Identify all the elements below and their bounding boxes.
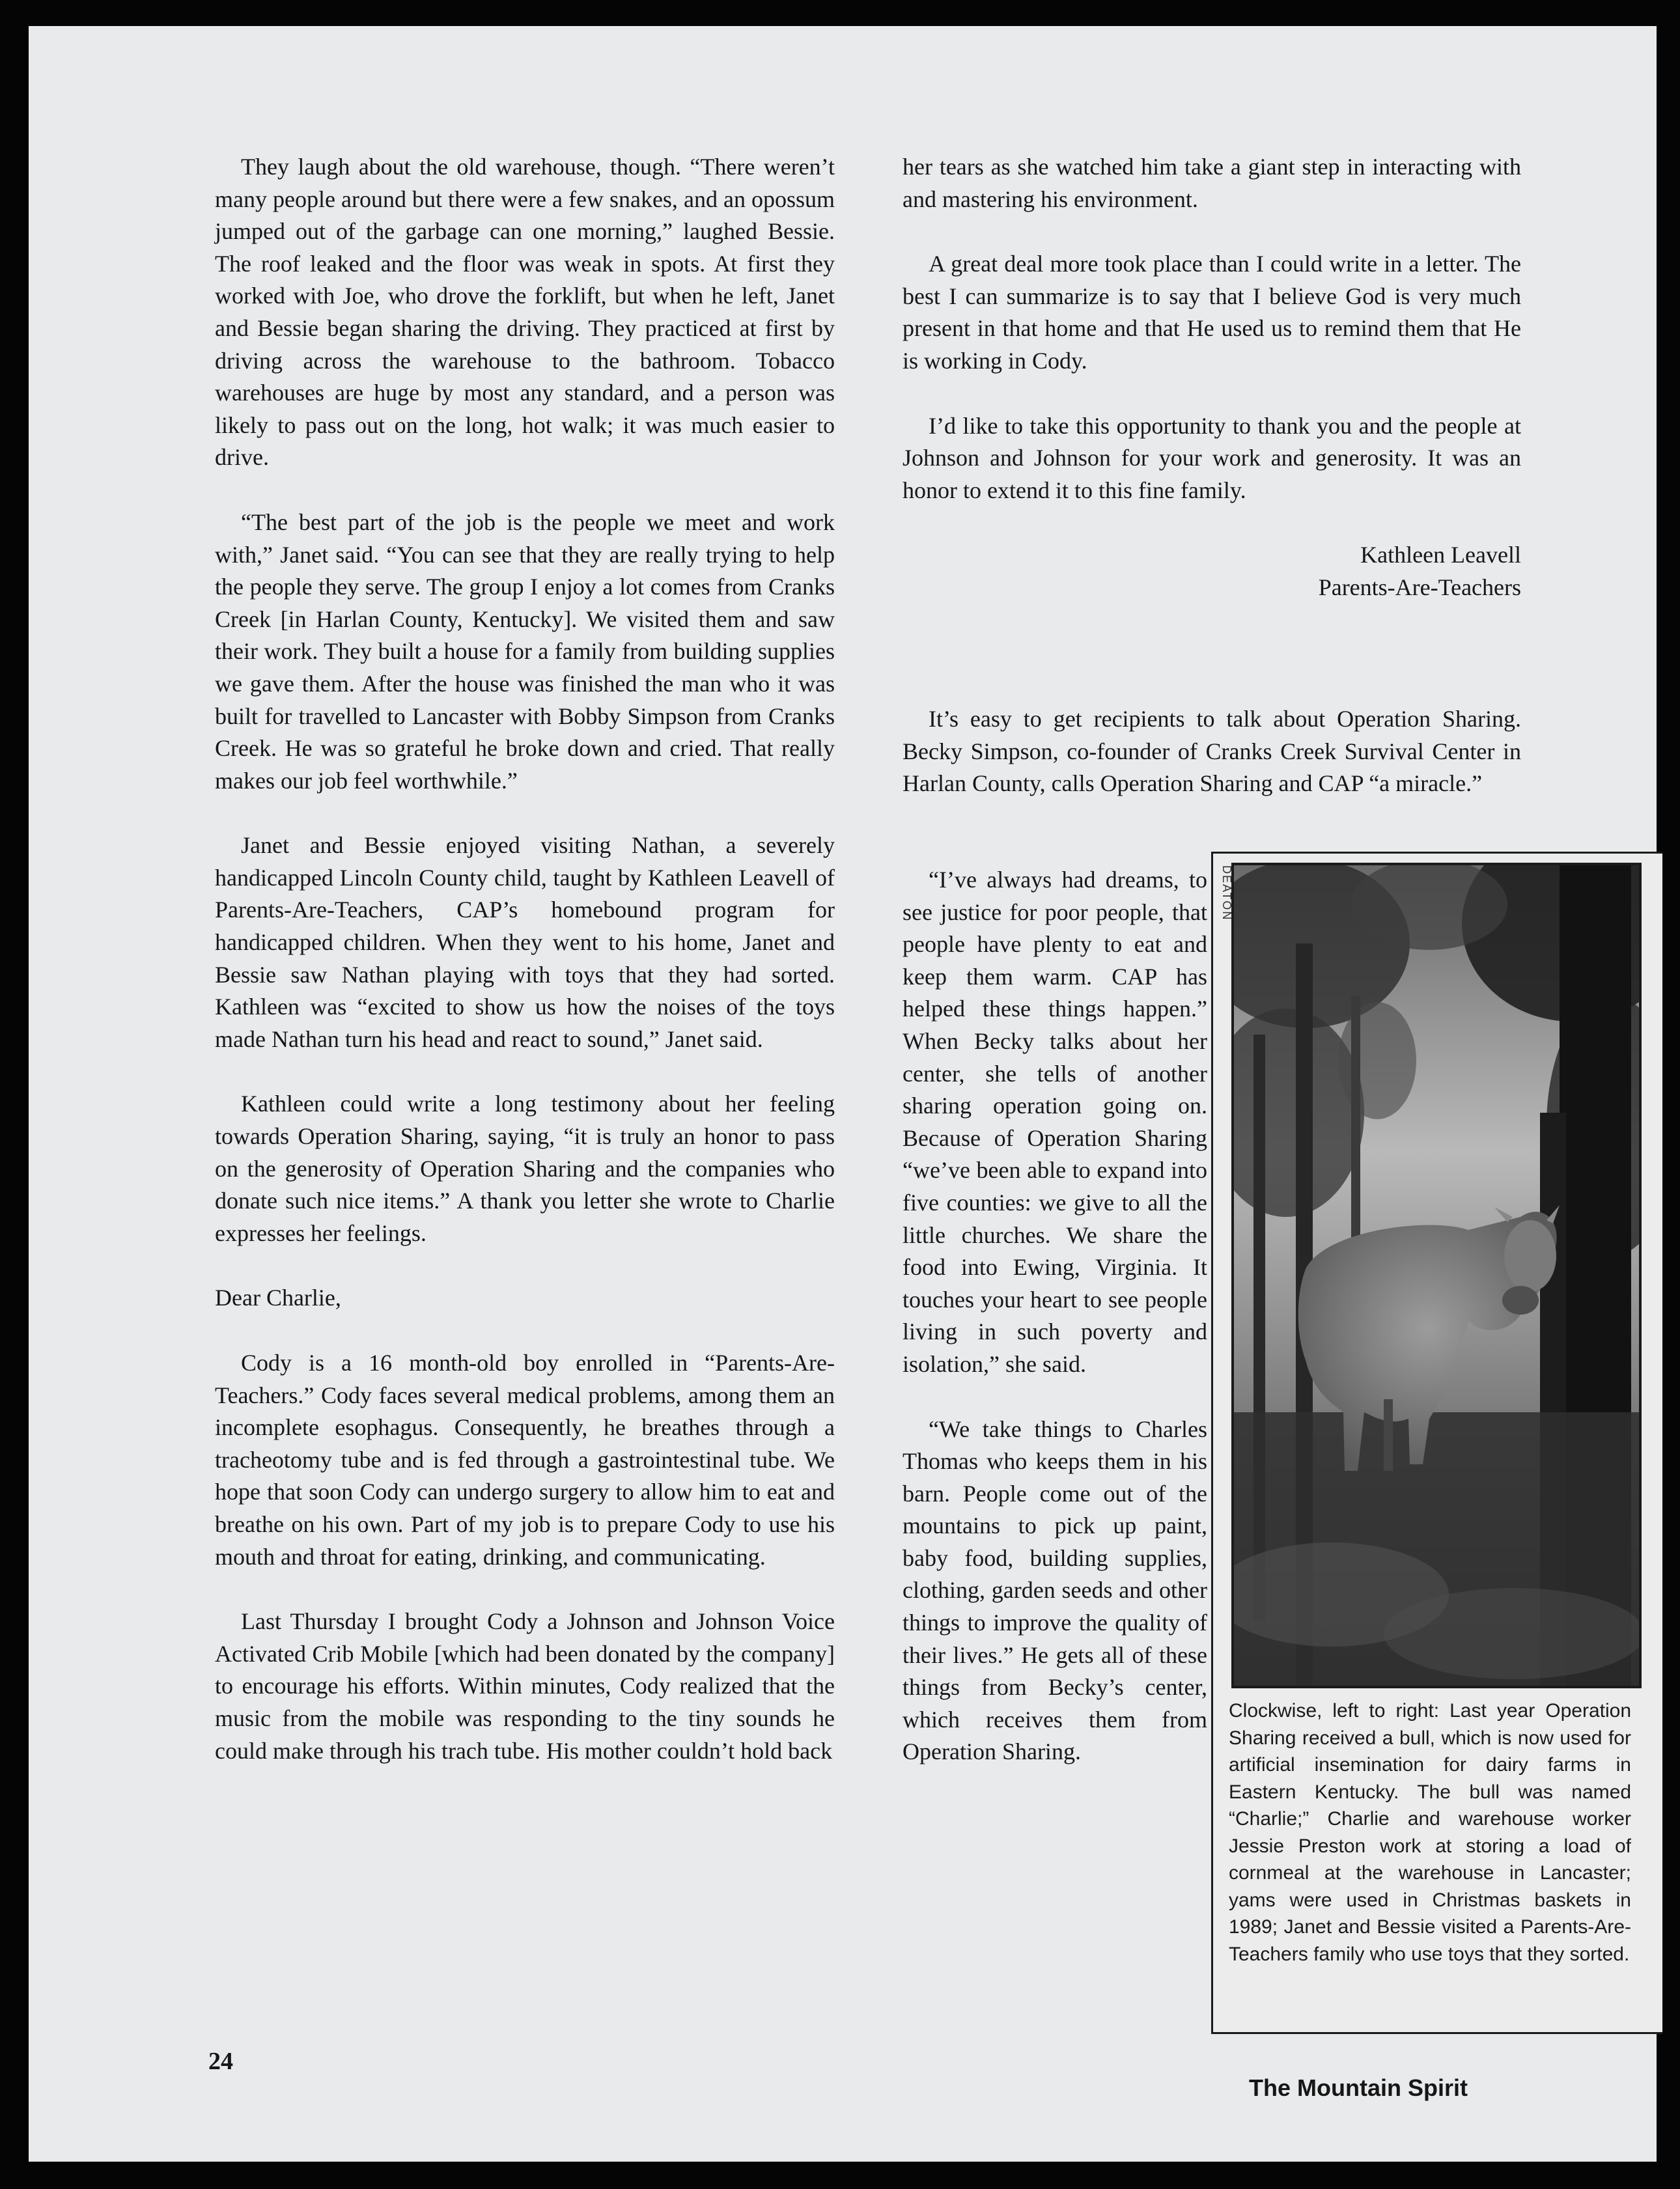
right-paragraph-1: her tears as she watched him take a giant step in interacting with and mastering his environment. <box>903 154 1521 212</box>
left-paragraph-2: “The best part of the job is the people we meet and work with,” Janet said. “You can see that they are really trying to help the people they serve. The group I enjoy a lot comes from Cranks Creek [in Harlan County, Kentucky]. We visited them and saw their work. They built a house for a family from building supplies we gave them. After the house was finished the man who it was built for travelled to Lancaster with Bobby Simpson from Cranks Creek. He was so grateful he broke down and cried. That really makes our job feel worthwhile.” <box>215 509 835 794</box>
right-column-mid <box>903 703 1521 833</box>
right-paragraph-3: I’d like to take this opportunity to thank you and the people at Johnson and Johnson for your work and generosity. It was an honor to extend it to this fine family. <box>903 412 1521 503</box>
letter-signature <box>903 539 1521 604</box>
left-column <box>215 151 835 1800</box>
right-paragraph-4: It’s easy to get recipients to talk about Operation Sharing. Becky Simpson, co-founder of Cranks Creek Survival Center in Harlan County, calls Operation Sharing and CAP “a miracle.” <box>903 706 1521 797</box>
bull-photo-image <box>1234 865 1639 1686</box>
photo-box <box>1211 852 1662 2034</box>
right-paragraph-5: “I’ve always had dreams, to see justice for poor people, that people have plenty to eat and keep them warm. CAP has helped these things happen.” When Becky talks about her center, she tells of another sharing operation going on. Because of Operation Sharing “we’ve been able to expand into five counties: we give to all the little churches. We share the food into Ewing, Virginia. It touches your heart to see people living in such poverty and isolation,” she said. <box>903 867 1207 1377</box>
photo-caption: Clockwise, left to right: Last year Operation Sharing received a bull, which is now used for artificial insemination for dairy farms in Eastern Kentucky. The bull was named “Charlie;” Charlie and warehouse worker Jessie Preston work at storing a load of cornmeal at the warehouse in Lancaster; yams were used in Christmas baskets in 1989; Janet and Bessie visited a Parents-Are-Teachers family who use toys that they sorted. <box>1229 1700 1631 1965</box>
publication-name: The Mountain Spirit <box>1249 2074 1468 2101</box>
right-paragraph-2: A great deal more took place than I could write in a letter. The best I can summarize is to say that I believe God is very much present in that home and that He used us to remind them that He is working in Cody. <box>903 251 1521 374</box>
photo-credit: DEATON <box>1220 865 1233 921</box>
signature-organization: Parents-Are-Teachers <box>1318 574 1521 600</box>
signature-name: Kathleen Leavell <box>1360 542 1521 568</box>
left-paragraph-4: Kathleen could write a long testimony about her feeling towards Operation Sharing, saying, “it is truly an honor to pass on the generosity of Operation Sharing and the companies who donate such nice items.” A thank you letter she wrote to Charlie expresses her feelings. <box>215 1091 835 1246</box>
page <box>29 26 1657 2162</box>
right-column-top <box>903 151 1521 682</box>
left-paragraph-6: Last Thursday I brought Cody a Johnson and Johnson Voice Activated Crib Mobile [which had been donated by the company] to encourage his efforts. Within minutes, Cody realized that the music from the mobile was responding to the tiny sounds he could make through his trach tube. His mother couldn’t hold back <box>215 1608 835 1764</box>
letter-salutation: Dear Charlie, <box>215 1285 341 1311</box>
left-paragraph-1: They laugh about the old warehouse, though. “There weren’t many people around but there were a few snakes, and an opossum jumped out of the garbage can one morning,” laughed Bessie. The roof leaked and the floor was weak in spots. At first they worked with Joe, who drove the forklift, but when he left, Janet and Bessie began sharing the driving. They practiced at first by driving across the warehouse to the bathroom. Tobacco warehouses are huge by most any standard, and a person was likely to pass out on the long, hot walk; it was much easier to drive. <box>215 154 835 471</box>
left-paragraph-3: Janet and Bessie enjoyed visiting Nathan, a severely handicapped Lincoln County child, taught by Kathleen Leavell of Parents-Are-Teachers, CAP’s homebound program for handicapped children. When they went to his home, Janet and Bessie saw Nathan playing with toys that they had sorted. Kathleen was “excited to show us how the noises of the toys made Nathan turn his head and react to sound,” Janet said. <box>215 832 835 1052</box>
left-paragraph-5: Cody is a 16 month-old boy enrolled in “Parents-Are-Teachers.” Cody faces several medical problems, among them an incomplete esophagus. Consequently, he breathes through a tracheotomy tube and is fed through a gastrointestinal tube. We hope that soon Cody can undergo surgery to allow him to eat and breathe on his own. Part of my job is to prepare Cody to use his mouth and throat for eating, drinking, and communicating. <box>215 1350 835 1570</box>
right-column-narrow <box>903 864 1207 1801</box>
page-number: 24 <box>208 2048 233 2075</box>
right-paragraph-6: “We take things to Charles Thomas who keeps them in his barn. People come out of the mountains to pick up paint, baby food, building supplies, clothing, garden seeds and other things to improve the quality of their lives.” He gets all of these things from Becky’s center, which receives them from Operation Sharing. <box>903 1415 1207 1765</box>
bull-photo <box>1231 863 1642 1688</box>
